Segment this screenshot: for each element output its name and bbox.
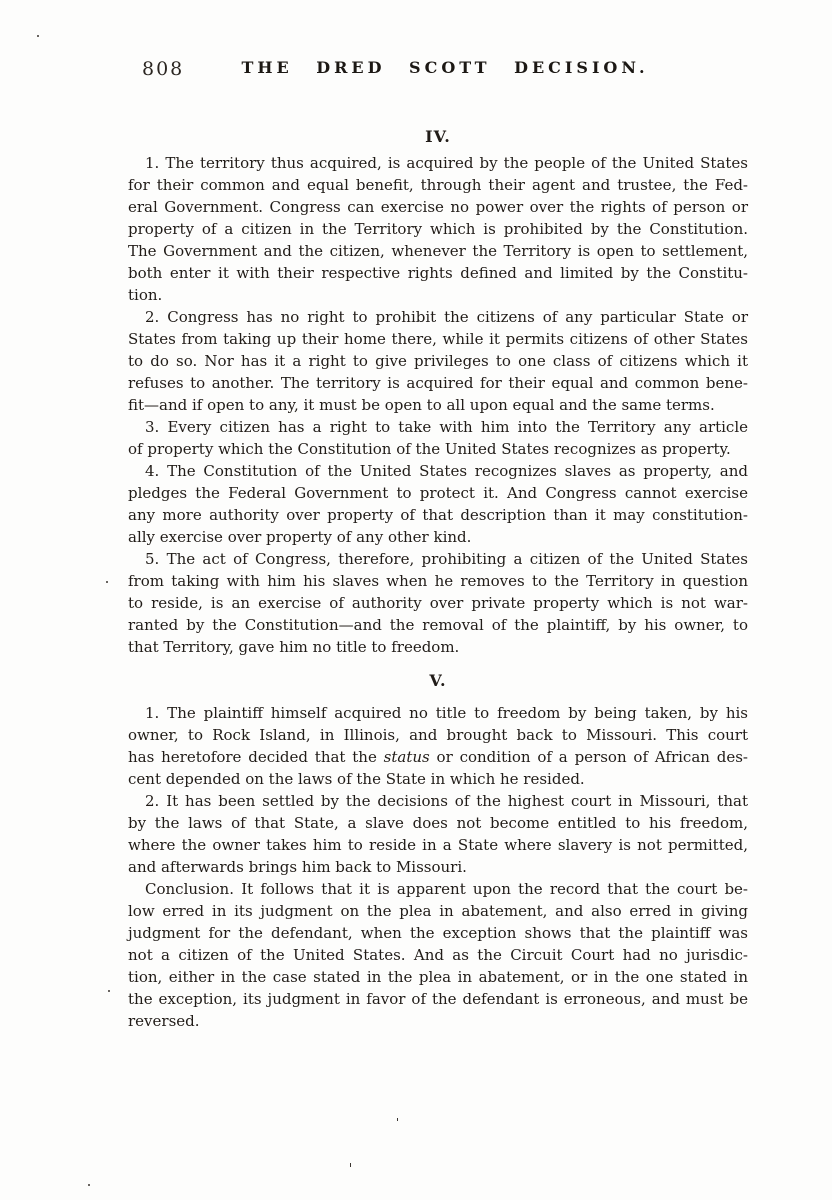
text-line: 2. It has been settled by the decisions of the highest court in Missouri, that <box>145 792 748 810</box>
paragraph <box>128 306 748 416</box>
scan-speck <box>37 35 39 37</box>
section-iv <box>128 152 748 658</box>
text-line: tion, either in the case stated in the plea in abatement, or in the one stated in <box>128 968 748 986</box>
text-line: cent depended on the laws of the State in which he resided. <box>128 770 585 788</box>
paragraph <box>128 152 748 306</box>
text-line: refuses to another. The territory is acquired for their equal and common bene- <box>128 374 748 392</box>
section-v <box>128 702 748 1032</box>
text-line: that Territory, gave him no title to freedom. <box>128 638 460 656</box>
text-line: eral Government. Congress can exercise no power over the rights of person or <box>128 198 748 216</box>
text-line: ally exercise over property of any other kind. <box>128 528 472 546</box>
text-line: pledges the Federal Government to protect it. And Congress cannot exercise <box>128 484 748 502</box>
text-line: for their common and equal benefit, through their agent and trustee, the Fed- <box>128 176 748 194</box>
text-line: fit—and if open to any, it must be open to all upon equal and the same terms. <box>128 396 715 414</box>
scan-speck <box>397 1118 398 1121</box>
text-line: low erred in its judgment on the plea in abatement, and also erred in giving <box>128 902 748 920</box>
text-line: 2. Congress has no right to prohibit the citizens of any particular State or <box>145 308 748 326</box>
page-header <box>128 58 748 82</box>
text-line: both enter it with their respective rights defined and limited by the Constitu- <box>128 264 748 282</box>
text-line: where the owner takes him to reside in a State where slavery is not permitted, <box>128 836 748 854</box>
text-line: of property which the Constitution of the United States recognizes as property. <box>128 440 731 458</box>
text-line: property of a citizen in the Territory which is prohibited by the Constitution. <box>128 220 748 238</box>
running-title: THE DRED SCOTT DECISION. <box>241 58 649 77</box>
text-line: 1. The territory thus acquired, is acquired by the people of the United States <box>145 154 748 172</box>
scan-speck <box>88 1184 90 1186</box>
text-line: judgment for the defendant, when the exception shows that the plaintiff was <box>128 924 748 942</box>
text-line: Conclusion. It follows that it is apparent upon the record that the court be- <box>145 880 748 898</box>
text-segment: or condition of a person of African des- <box>429 748 748 766</box>
text-line: to reside, is an exercise of authority over private property which is not war- <box>128 594 748 612</box>
paragraph <box>128 702 748 790</box>
text-line: the exception, its judgment in favor of the defendant is erroneous, and must be <box>128 990 748 1008</box>
scan-speck <box>350 1163 351 1167</box>
scan-speck <box>108 990 110 992</box>
paragraph <box>128 878 748 1032</box>
paragraph <box>128 548 748 658</box>
text-line: owner, to Rock Island, in Illinois, and brought back to Missouri. This court <box>128 726 748 744</box>
text-line: and afterwards brings him back to Missouri. <box>128 858 467 876</box>
text-line: not a citizen of the United States. And as the Circuit Court had no jurisdic- <box>128 946 748 964</box>
text-line: 3. Every citizen has a right to take with him into the Territory any article <box>145 418 748 436</box>
text-line <box>128 746 748 768</box>
italic-word: status <box>383 748 430 766</box>
text-line: reversed. <box>128 1012 200 1030</box>
text-line: tion. <box>128 286 163 304</box>
text-line: States from taking up their home there, while it permits citizens of other States <box>128 330 748 348</box>
scan-speck <box>106 581 108 583</box>
text-line: 1. The plaintiff himself acquired no title to freedom by being taken, by his <box>145 704 748 722</box>
paragraph <box>128 790 748 878</box>
text-line: by the laws of that State, a slave does not become entitled to his freedom, <box>128 814 748 832</box>
section-heading-iv: IV. <box>425 127 451 146</box>
paragraph <box>128 460 748 548</box>
section-heading-v: V. <box>429 671 447 690</box>
text-line: The Government and the citizen, whenever the Territory is open to settlement, <box>128 242 748 260</box>
text-line: to do so. Nor has it a right to give privileges to one class of citizens which it <box>128 352 748 370</box>
text-line: from taking with him his slaves when he removes to the Territory in question <box>128 572 748 590</box>
text-segment: has heretofore decided that the <box>128 748 384 766</box>
paragraph <box>128 416 748 460</box>
text-column <box>128 0 748 1032</box>
text-line: ranted by the Constitution—and the removal of the plaintiff, by his owner, to <box>128 616 748 634</box>
text-line: 4. The Constitution of the United States recognizes slaves as property, and <box>145 462 748 480</box>
page-number: 808 <box>142 58 185 80</box>
text-line: any more authority over property of that description than it may constitution- <box>128 506 748 524</box>
text-line: 5. The act of Congress, therefore, prohibiting a citizen of the United States <box>145 550 748 568</box>
